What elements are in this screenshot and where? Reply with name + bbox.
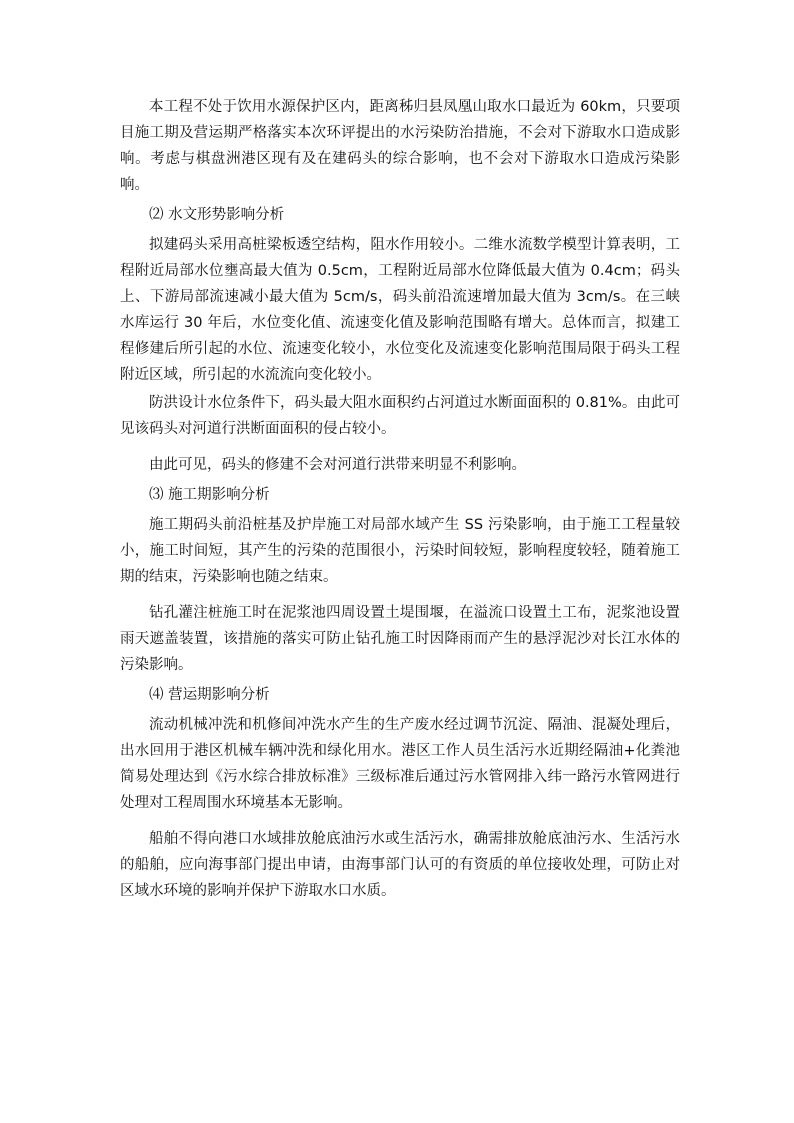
heading-hydrology: ⑵ 水文形势影响分析	[149, 207, 285, 223]
paragraph-operation-wastewater: 流动机械冲洗和机修间冲洗水产生的生产废水经过调节沉淀、隔油、混凝处理后，出水回用于港区机械车辆冲洗和绿化用水。港区工作人员生活污水近期经隔油+化粪池简易处理达到《污水综合排放标准》三级标准后通过污水管网排入纬一路污水管网进行处理对工程周围水环境基本无影响。	[120, 717, 680, 811]
paragraph-water-source: 本工程不处于饮用水源保护区内，距离秭归县凤凰山取水口最近为 60km，只要项目施工期及营运期严格落实本次环评提出的水污染防治措施，不会对下游取水口造成影响。考虑与棋盘洲港区现有及在建码头的综合影响，也不会对下游取水口造成污染影响。	[120, 99, 680, 193]
spacer	[120, 444, 680, 452]
heading-operation: ⑷ 营运期影响分析	[149, 687, 270, 703]
paragraph-hydrology: 拟建码头采用高桩梁板透空结构，阻水作用较小。二维水流数学模型计算表明，工程附近局部水位壅高最大值为 0.5cm，工程附近局部水位降低最大值为 0.4cm；码头上、下游局部流速减小最大值为 5cm/s，码头前沿流速增加最大值为 3cm/s。在三峡水库运行 30 年后，水位变化值、流速变化值及影响范围略有增大。总体而言，拟建工程修建后所引起的水位、流速变化较小，水位变化及流速变化影响范围局限于码头工程附近区域，所引起的水流流向变化较小。	[120, 237, 680, 383]
paragraph-flood-design: 防洪设计水位条件下，码头最大阻水面积约占河道过水断面面积的 0.81%。由此可见该码头对河道行洪断面面积的侵占较小。	[120, 395, 680, 437]
heading-construction: ⑶ 施工期影响分析	[149, 487, 270, 503]
paragraph-bored-pile: 钻孔灌注桩施工时在泥浆池四周设置土堤围堰，在溢流口设置土工布，泥浆池设置雨天遮盖装置，该措施的落实可防止钻孔施工时因降雨而产生的悬浮泥沙对长江水体的污染影响。	[120, 605, 680, 673]
paragraph-ship-discharge: 船舶不得向港口水域排放舱底油污水或生活污水，确需排放舱底油污水、生活污水的船舶，应向海事部门提出申请，由海事部门认可的有资质的单位接收处理，可防止对区域水环境的影响并保护下游取水口水质。	[120, 831, 680, 899]
paragraph-flood-conclusion: 由此可见，码头的修建不会对河道行洪带来明显不利影响。	[149, 457, 526, 473]
document-body	[120, 94, 680, 906]
paragraph-construction: 施工期码头前沿桩基及护岸施工对局部水域产生 SS 污染影响，由于施工工程量较小，施工时间短，其产生的污染的范围很小，污染时间较短，影响程度较轻，随着施工期的结束，污染影响也随之结束。	[120, 517, 680, 585]
spacer	[120, 818, 680, 826]
spacer	[120, 592, 680, 600]
